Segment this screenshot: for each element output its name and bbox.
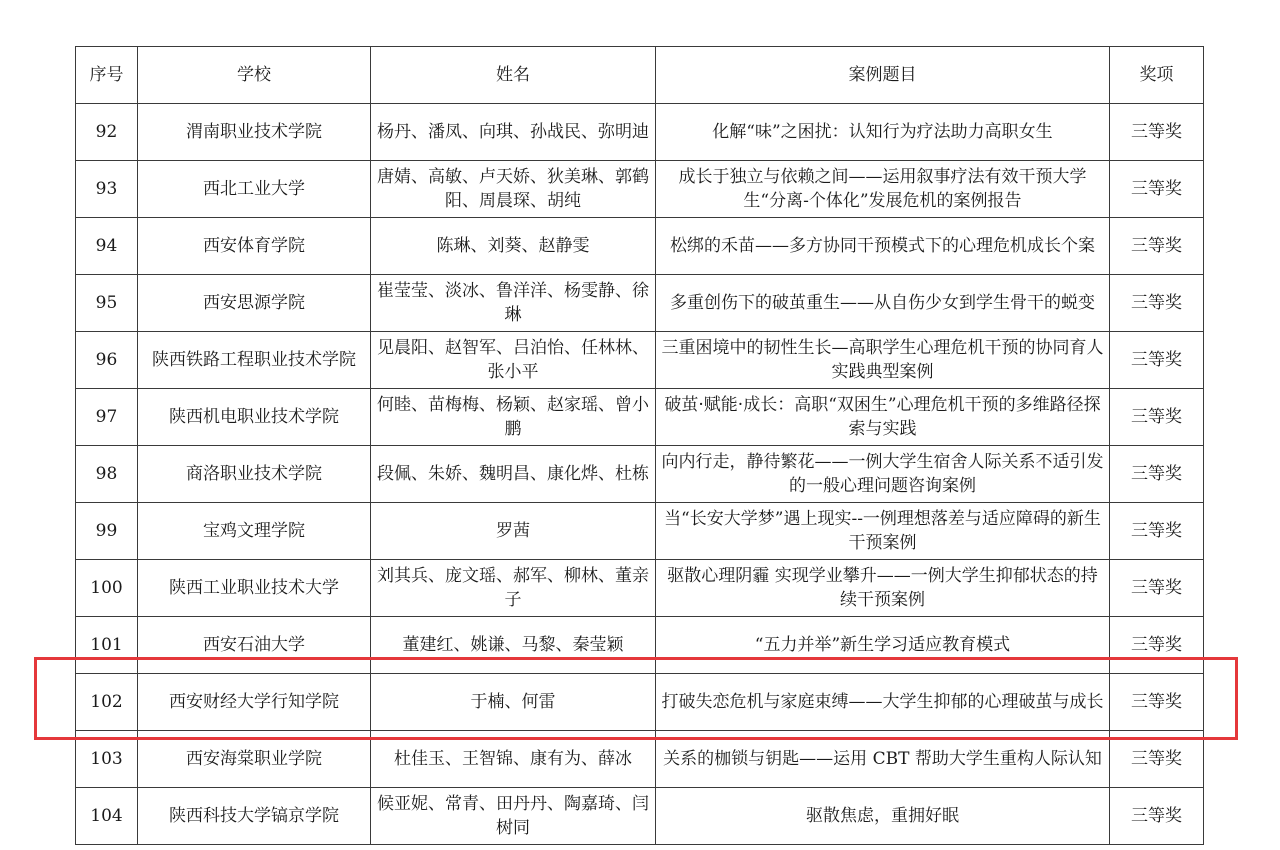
row-names: 陈琳、刘葵、赵静雯 [371,218,656,275]
table-row [76,788,1204,845]
header-award: 奖项 [1110,47,1204,104]
table-row [76,617,1204,674]
row-school: 西安海棠职业学院 [138,731,371,788]
table-row [76,503,1204,560]
row-index: 92 [76,104,138,161]
row-school: 西安体育学院 [138,218,371,275]
row-names: 于楠、何雷 [371,674,656,731]
row-award: 三等奖 [1110,674,1204,731]
table-body [76,104,1204,845]
row-names: 见晨阳、赵智军、吕泊怡、任林林、张小平 [371,332,656,389]
row-award: 三等奖 [1110,560,1204,617]
row-case-title: 打破失恋危机与家庭束缚——大学生抑郁的心理破茧与成长 [656,674,1110,731]
header-school: 学校 [138,47,371,104]
table-row [76,731,1204,788]
row-case-title: 三重困境中的韧性生长—高职学生心理危机干预的协同育人实践典型案例 [656,332,1110,389]
table-row [76,275,1204,332]
row-index: 104 [76,788,138,845]
row-index: 96 [76,332,138,389]
row-names: 段佩、朱娇、魏明昌、康化烨、杜栋 [371,446,656,503]
row-school: 西北工业大学 [138,161,371,218]
row-case-title: “五力并举”新生学习适应教育模式 [656,617,1110,674]
header-names: 姓名 [371,47,656,104]
row-award: 三等奖 [1110,104,1204,161]
table-row [76,446,1204,503]
row-school: 陕西科技大学镐京学院 [138,788,371,845]
table-row [76,161,1204,218]
row-index: 103 [76,731,138,788]
row-school: 宝鸡文理学院 [138,503,371,560]
table-header-row [76,47,1204,104]
row-award: 三等奖 [1110,788,1204,845]
row-school: 陕西工业职业技术大学 [138,560,371,617]
table-row [76,332,1204,389]
row-school: 西安思源学院 [138,275,371,332]
row-school: 西安石油大学 [138,617,371,674]
row-case-title: 破茧·赋能·成长：高职“双困生”心理危机干预的多维路径探索与实践 [656,389,1110,446]
row-names: 崔莹莹、淡冰、鲁洋洋、杨雯静、徐琳 [371,275,656,332]
row-names: 何睦、苗梅梅、杨颖、赵家瑶、曾小鹏 [371,389,656,446]
row-school: 陕西机电职业技术学院 [138,389,371,446]
row-index: 100 [76,560,138,617]
row-index: 97 [76,389,138,446]
row-award: 三等奖 [1110,503,1204,560]
row-case-title: 驱散焦虑，重拥好眠 [656,788,1110,845]
header-case-title: 案例题目 [656,47,1110,104]
row-award: 三等奖 [1110,161,1204,218]
row-names: 杜佳玉、王智锦、康有为、薛冰 [371,731,656,788]
row-award: 三等奖 [1110,389,1204,446]
awards-table [75,46,1204,845]
row-case-title: 化解“味”之困扰：认知行为疗法助力高职女生 [656,104,1110,161]
row-names: 候亚妮、常青、田丹丹、陶嘉琦、闫树同 [371,788,656,845]
row-index: 101 [76,617,138,674]
header-index: 序号 [76,47,138,104]
row-case-title: 松绑的禾苗——多方协同干预模式下的心理危机成长个案 [656,218,1110,275]
row-index: 99 [76,503,138,560]
row-index: 95 [76,275,138,332]
row-award: 三等奖 [1110,617,1204,674]
row-names: 杨丹、潘凤、向琪、孙战民、弥明迪 [371,104,656,161]
row-award: 三等奖 [1110,731,1204,788]
row-award: 三等奖 [1110,275,1204,332]
row-award: 三等奖 [1110,218,1204,275]
row-names: 唐婧、高敏、卢天娇、狄美琳、郭鹤阳、周晨琛、胡纯 [371,161,656,218]
row-names: 董建红、姚谦、马黎、秦莹颖 [371,617,656,674]
table-row [76,674,1204,731]
row-school: 陕西铁路工程职业技术学院 [138,332,371,389]
row-case-title: 关系的枷锁与钥匙——运用 CBT 帮助大学生重构人际认知 [656,731,1110,788]
row-case-title: 驱散心理阴霾 实现学业攀升——一例大学生抑郁状态的持续干预案例 [656,560,1110,617]
table-row [76,560,1204,617]
table-row [76,218,1204,275]
row-school: 西安财经大学行知学院 [138,674,371,731]
row-index: 102 [76,674,138,731]
row-case-title: 成长于独立与依赖之间——运用叙事疗法有效干预大学生“分离-个体化”发展危机的案例报告 [656,161,1110,218]
row-case-title: 多重创伤下的破茧重生——从自伤少女到学生骨干的蜕变 [656,275,1110,332]
row-case-title: 当“长安大学梦”遇上现实--一例理想落差与适应障碍的新生干预案例 [656,503,1110,560]
row-school: 商洛职业技术学院 [138,446,371,503]
row-index: 93 [76,161,138,218]
table-row [76,389,1204,446]
row-names: 罗茜 [371,503,656,560]
row-school: 渭南职业技术学院 [138,104,371,161]
row-names: 刘其兵、庞文瑶、郝军、柳林、董亲子 [371,560,656,617]
table-row [76,104,1204,161]
row-index: 94 [76,218,138,275]
row-award: 三等奖 [1110,446,1204,503]
row-index: 98 [76,446,138,503]
row-case-title: 向内行走，静待繁花——一例大学生宿舍人际关系不适引发的一般心理问题咨询案例 [656,446,1110,503]
row-award: 三等奖 [1110,332,1204,389]
